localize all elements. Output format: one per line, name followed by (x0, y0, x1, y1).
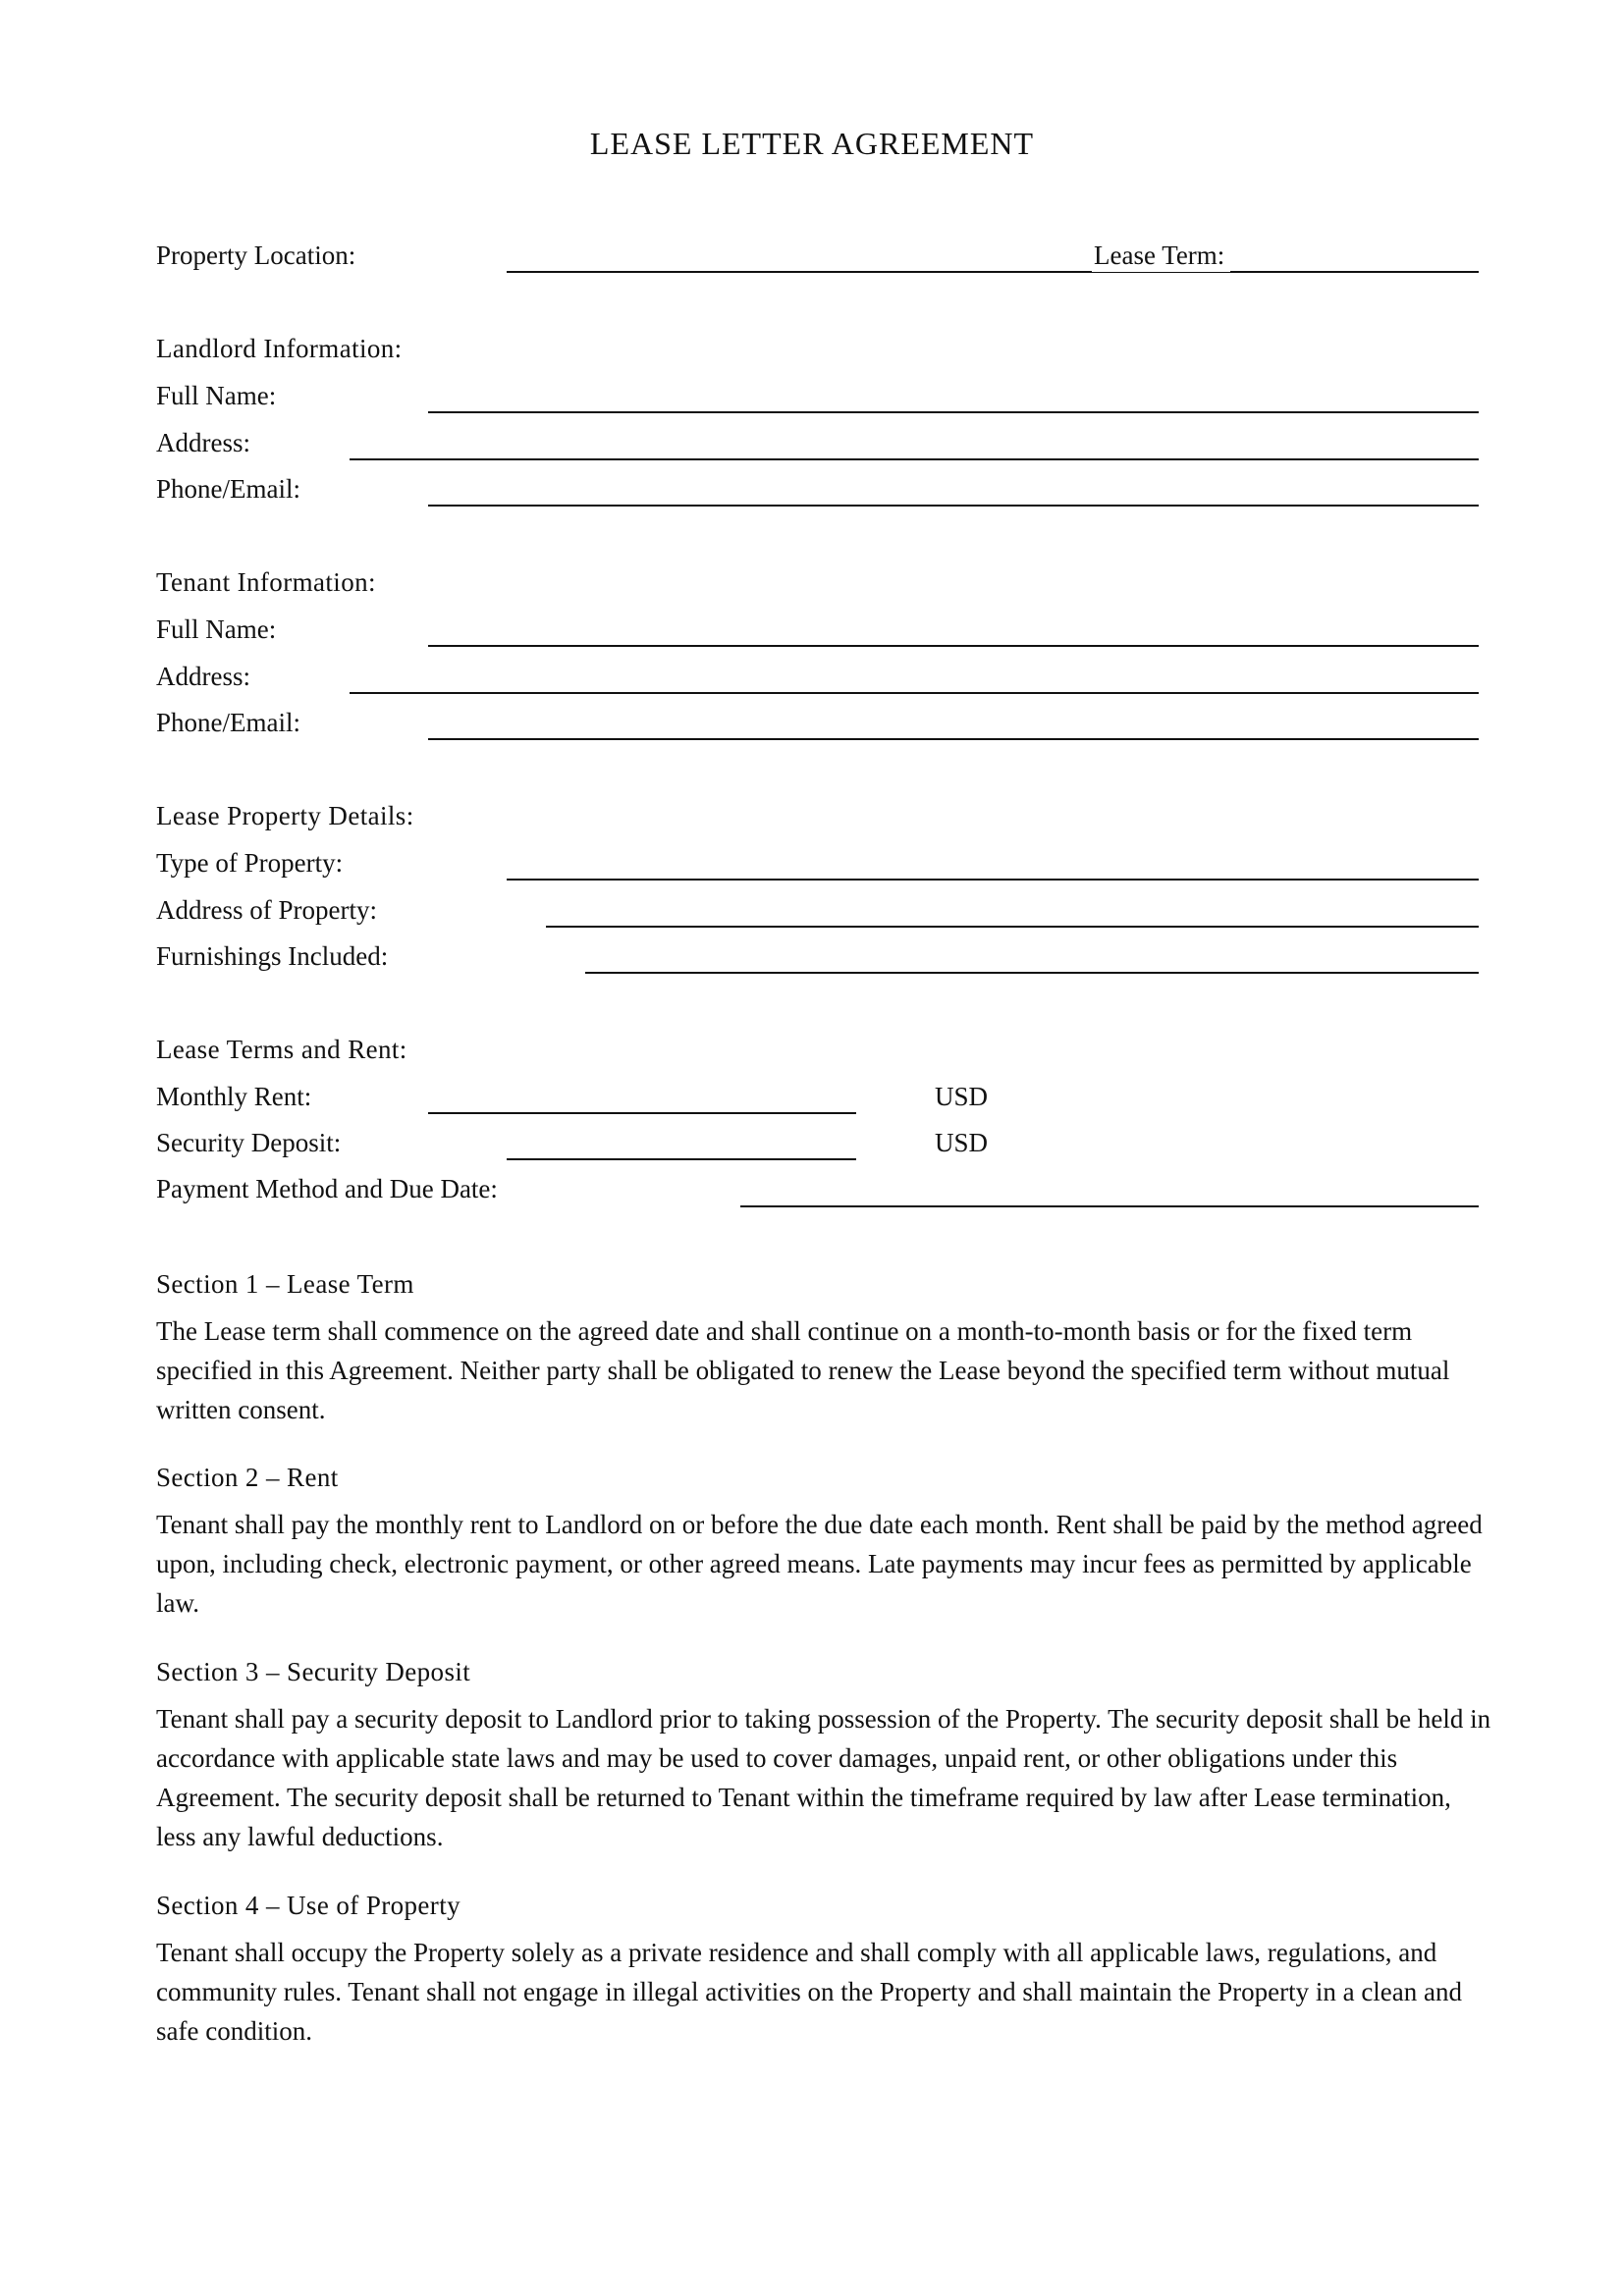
section-1-heading: Section 1 – Lease Term (156, 1269, 414, 1299)
tenant-address-label: Address: (156, 662, 250, 691)
tenant-phone-email-field[interactable] (428, 738, 1479, 740)
furnishings-label: Furnishings Included: (156, 941, 389, 971)
section-2-heading: Section 2 – Rent (156, 1463, 339, 1492)
tenant-address-field[interactable] (350, 692, 1479, 694)
monthly-rent-label: Monthly Rent: (156, 1082, 312, 1111)
property-type-field[interactable] (507, 879, 1479, 881)
monthly-rent-currency: USD (935, 1082, 989, 1111)
payment-label: Payment Method and Due Date: (156, 1174, 498, 1203)
security-deposit-field[interactable] (507, 1158, 856, 1160)
lease-term-label: Lease Term: (1092, 239, 1230, 272)
furnishings-field[interactable] (585, 972, 1479, 974)
security-deposit-label: Security Deposit: (156, 1128, 342, 1157)
monthly-rent-field[interactable] (428, 1112, 856, 1114)
property-location-label: Property Location: (156, 240, 356, 270)
section-2-text: Tenant shall pay the monthly rent to Landlord on or before the due date each month. Rent shall be paid by the method agreed upon, including check, electronic payment, or other agreed means. Late payments may incur fees as permitted by applicable law. (156, 1510, 1483, 1618)
landlord-full-name-field[interactable] (428, 411, 1479, 413)
section-3-heading: Section 3 – Security Deposit (156, 1657, 471, 1686)
landlord-phone-email-label: Phone/Email: (156, 474, 300, 504)
landlord-address-label: Address: (156, 428, 250, 457)
tenant-phone-email-label: Phone/Email: (156, 708, 300, 737)
tenant-heading: Tenant Information: (156, 567, 376, 597)
document-title: LEASE LETTER AGREEMENT (589, 126, 1035, 161)
property-location-field[interactable] (507, 271, 1479, 273)
property-heading: Lease Property Details: (156, 801, 414, 830)
payment-field[interactable] (740, 1205, 1479, 1207)
property-address-field[interactable] (546, 926, 1479, 928)
section-1-text: The Lease term shall commence on the agreed date and shall continue on a month-to-month basis or for the fixed term specified in this Agreement. Neither party shall be obligated to renew the Lease beyond the specified term without mutual written consent. (156, 1316, 1450, 1424)
section-3-text: Tenant shall pay a security deposit to Landlord prior to taking possession of the Property. The security deposit shall be held in accordance with applicable state laws and may be used to cover damages, unpaid rent, or other obligations under this Agreement. The security deposit shall be returned to Tenant within the timeframe required by law after Lease termination, less any lawful deductions. (156, 1704, 1491, 1851)
landlord-address-field[interactable] (350, 458, 1479, 460)
landlord-phone-email-field[interactable] (428, 505, 1479, 507)
tenant-full-name-label: Full Name: (156, 614, 277, 644)
landlord-heading: Landlord Information: (156, 334, 403, 363)
terms-heading: Lease Terms and Rent: (156, 1035, 407, 1064)
property-address-label: Address of Property: (156, 895, 377, 925)
tenant-full-name-field[interactable] (428, 645, 1479, 647)
property-type-label: Type of Property: (156, 848, 344, 878)
security-deposit-currency: USD (935, 1128, 989, 1157)
section-4-text: Tenant shall occupy the Property solely as a private residence and shall comply with all applicable laws, regulations, and community rules. Tenant shall not engage in illegal activities on the Property and shall maintain the Property in a clean and safe condition. (156, 1938, 1463, 2046)
landlord-full-name-label: Full Name: (156, 381, 277, 410)
section-4-heading: Section 4 – Use of Property (156, 1891, 461, 1920)
